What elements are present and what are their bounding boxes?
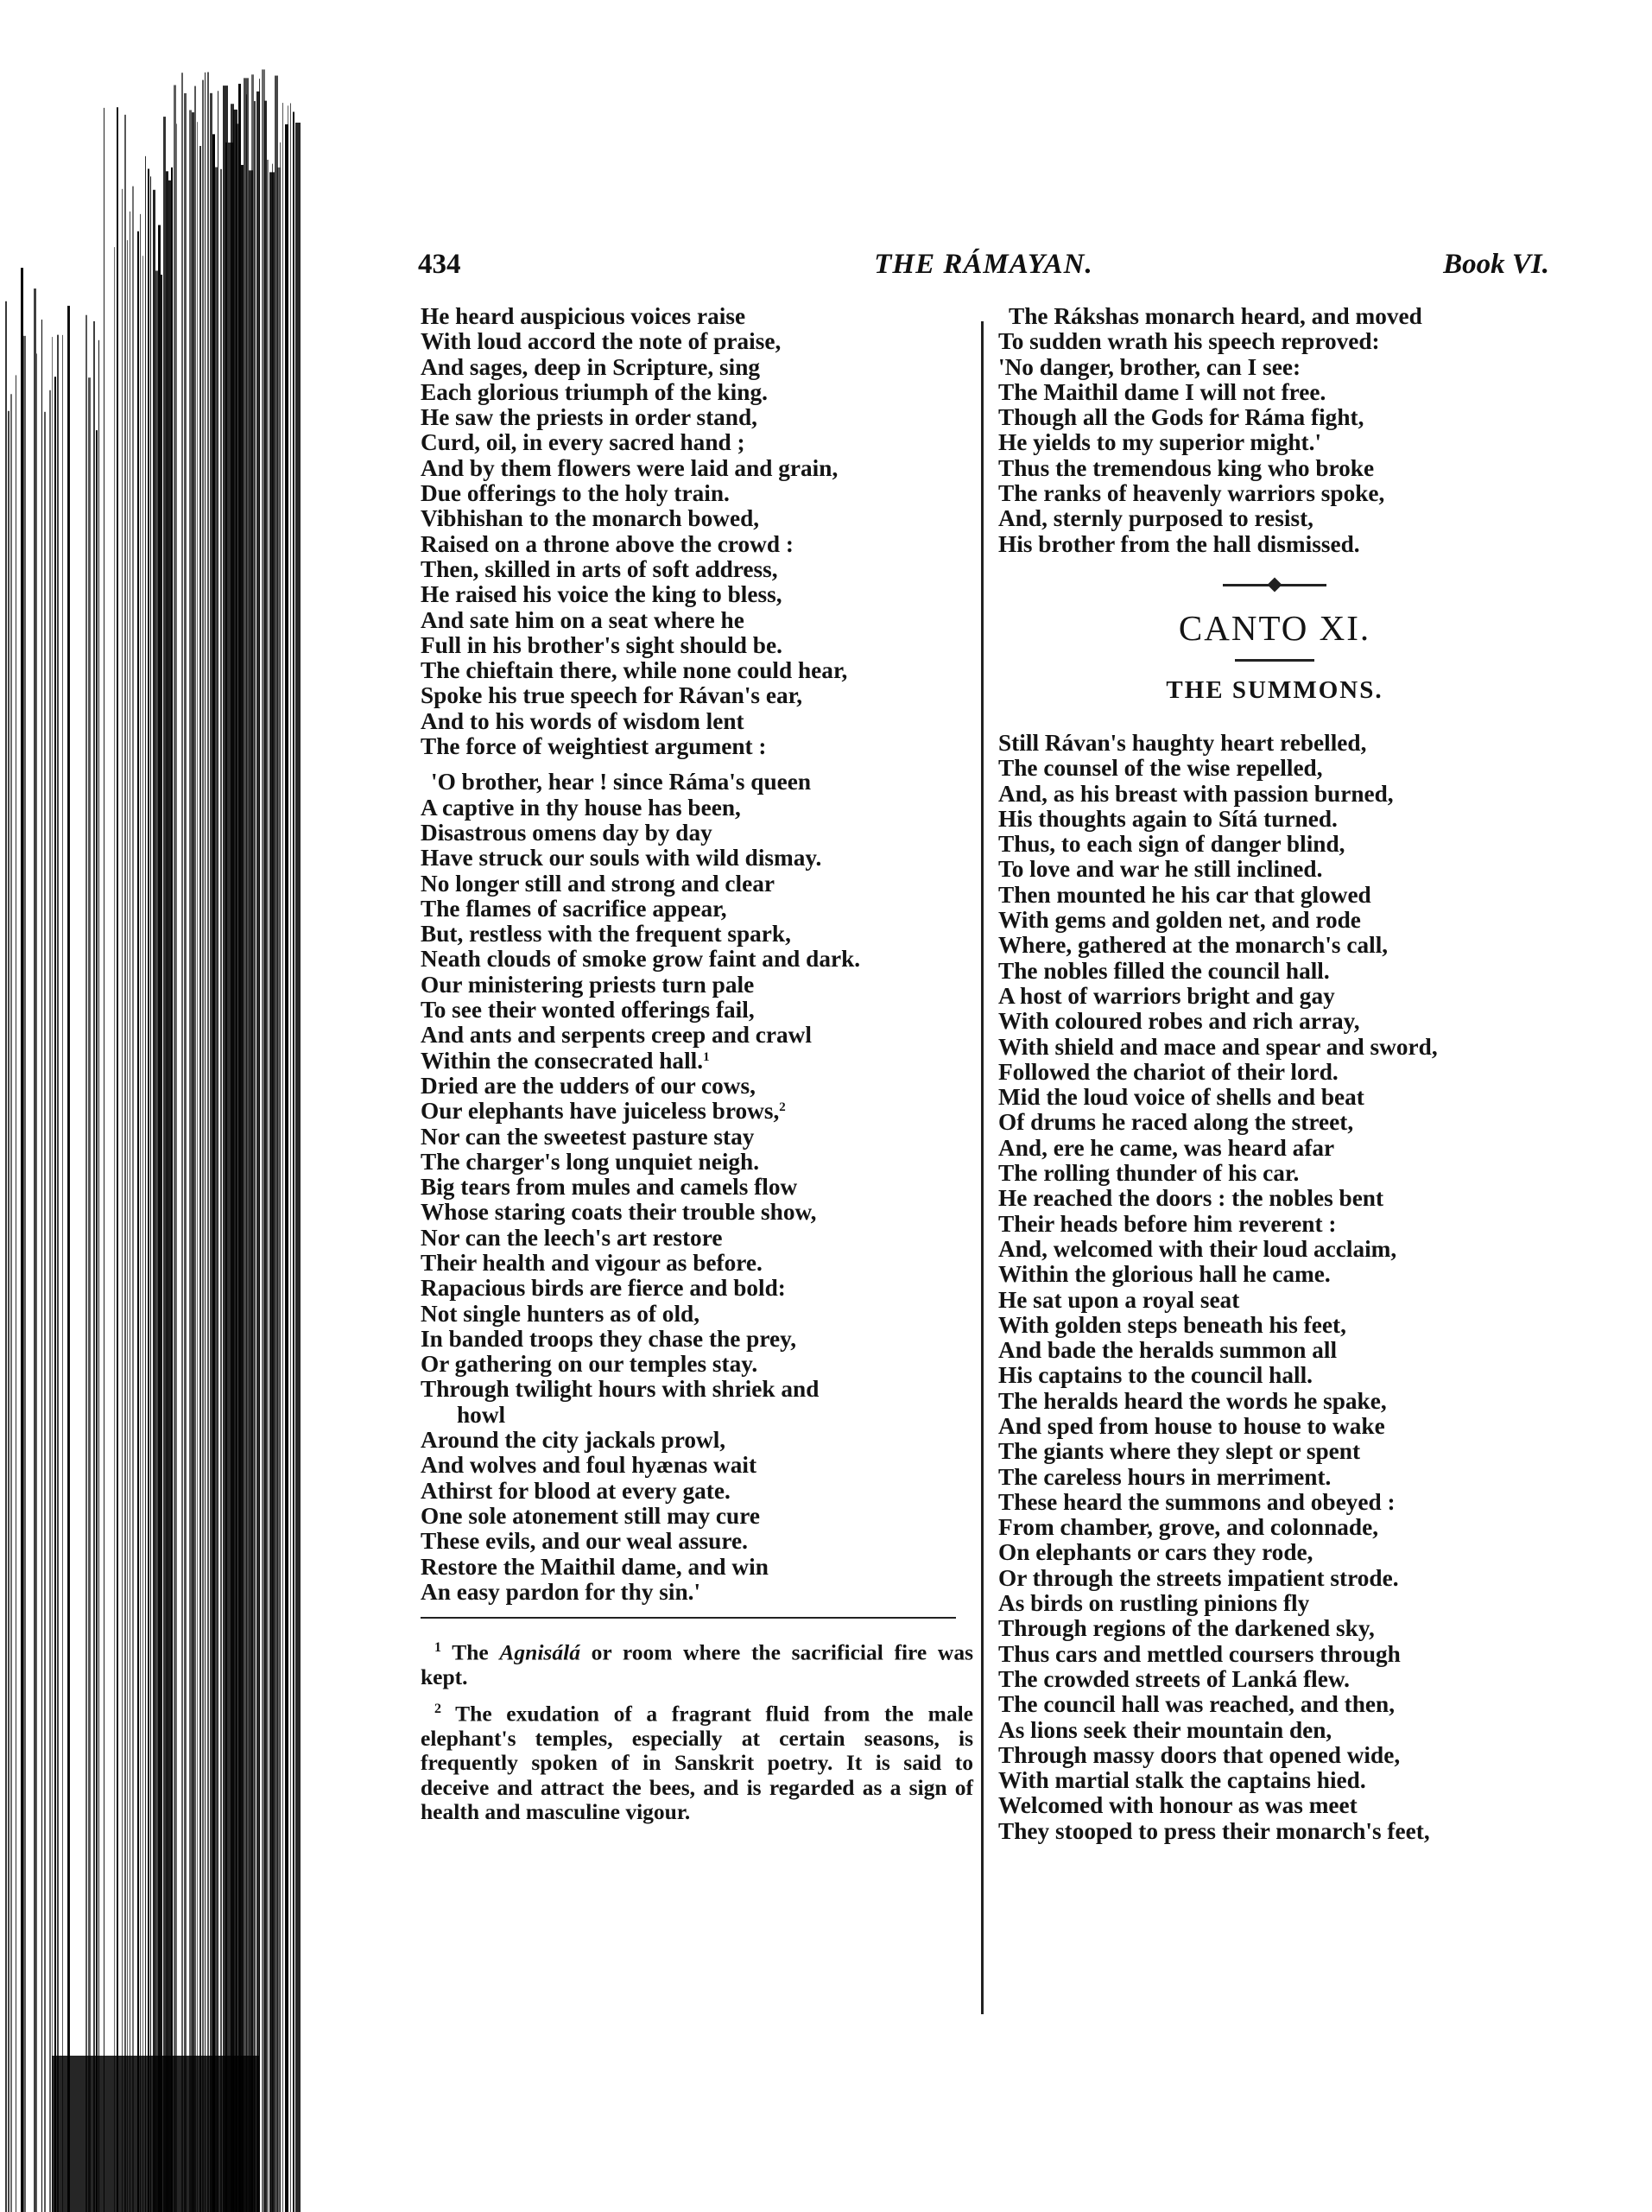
verse-line: Rapacious birds are fierce and bold: (421, 1275, 786, 1302)
verse-line: With coloured robes and rich array, (998, 1008, 1360, 1035)
scan-stripe (259, 79, 260, 2212)
scan-stripe (8, 411, 9, 2212)
verse-line: Thus cars and mettled coursers through (998, 1640, 1401, 1667)
verse-line: He yields to my superior might.' (998, 429, 1322, 456)
scan-stripe (210, 93, 212, 2212)
scan-stripe (54, 377, 56, 2212)
verse-line: A captive in thy house has been, (421, 794, 741, 821)
verse-line: Raised on a throne above the crowd : (421, 530, 794, 557)
scan-stripe (88, 377, 91, 2212)
verse-line: He reached the doors : the nobles bent (998, 1185, 1384, 1212)
verse-line: Vibhishan to the monarch bowed, (421, 505, 760, 532)
scan-stripe (184, 93, 187, 2212)
scan-stripe (192, 112, 194, 2212)
verse-line: Around the city jackals prowl, (421, 1427, 726, 1454)
scan-stripe (93, 321, 95, 2212)
verse-line: Disastrous omens day by day (421, 819, 712, 846)
verse-line: He raised his voice the king to bless, (421, 581, 782, 608)
scan-stripe (174, 85, 176, 2212)
scan-stripe (241, 165, 244, 2212)
stanza-plea (421, 1428, 973, 1605)
verse-line: And sages, deep in Scripture, sing (421, 353, 761, 380)
scan-dark-block (52, 2056, 259, 2212)
verse-line: As lions seek their mountain den, (998, 1716, 1332, 1743)
verse-line: Due offerings to the holy train. (421, 480, 730, 507)
verse-line: His thoughts again to Sítá turned. (998, 805, 1338, 832)
scan-stripe (212, 134, 215, 2212)
stanza-omens (421, 1125, 973, 1403)
verse-line: Through regions of the darkened sky, (998, 1615, 1375, 1642)
verse-line: The nobles filled the council hall. (998, 957, 1330, 984)
section-ornament (1223, 580, 1326, 590)
verse-line: Have struck our souls with wild dismay. (421, 845, 822, 871)
scan-stripe (199, 146, 201, 2212)
verse-line: On elephants or cars they rode, (998, 1539, 1313, 1566)
scan-stripe (197, 122, 198, 2212)
verse-line: Curd, oil, in every sacred hand ; (421, 429, 745, 456)
scan-stripe (5, 301, 7, 2212)
verse-line: And, welcomed with their loud acclaim, (998, 1235, 1397, 1262)
verse-line: Where, gathered at the monarch's call, (998, 932, 1389, 959)
scan-stripe (41, 320, 42, 2212)
footnote-mark: 1 (703, 1049, 710, 1064)
footnote-mark: 2 (779, 1100, 786, 1115)
verse-line: And by them flowers were laid and grain, (421, 454, 839, 481)
verse-line: Thus the tremendous king who broke (998, 454, 1375, 481)
verse-line: Spoke his true speech for Rávan's ear, (421, 682, 803, 709)
verse-line: Their health and vigour as before. (421, 1249, 763, 1276)
verse-line: To love and war he still inclined. (998, 856, 1323, 883)
footnote-term: Agnisálá (499, 1639, 580, 1665)
column-divider (981, 321, 984, 2014)
verse-line: Then, skilled in arts of soft address, (421, 555, 778, 582)
verse-line: Athirst for blood at every gate. (421, 1477, 731, 1504)
stanza-vibhishan-speech (421, 770, 973, 1048)
verse-line: And to his words of wisdom lent (421, 707, 744, 734)
verse-line: These heard the summons and obeyed : (998, 1488, 1396, 1515)
stanza-ravan-reply (998, 304, 1551, 557)
verse-line: They stooped to press their monarch's feet, (998, 1817, 1430, 1844)
scan-stripe (34, 288, 36, 2212)
scan-stripe (168, 181, 171, 2212)
verse-line: Still Rávan's haughty heart rebelled, (998, 729, 1367, 756)
scan-stripe (225, 143, 227, 2212)
scan-stripe (10, 394, 12, 2212)
scan-stripe (176, 124, 177, 2212)
scan-stripe (293, 112, 294, 2212)
scan-stripe (202, 80, 204, 2212)
scan-stripe (264, 101, 267, 2212)
scan-stripe (272, 164, 273, 2212)
scan-stripe (142, 256, 143, 2212)
footnote-mark: 2 (434, 1701, 441, 1716)
verse-line: Thus, to each sign of danger blind, (998, 831, 1345, 858)
scan-stripe (122, 189, 123, 2212)
scan-stripe (215, 168, 218, 2212)
canto-title: CANTO XI. (1178, 607, 1371, 648)
footnote-mark: 1 (434, 1640, 441, 1656)
verse-line: And sped from house to house to wake (998, 1412, 1385, 1439)
verse-line: Welcomed with honour as was meet (998, 1792, 1358, 1819)
scan-stripe (52, 337, 53, 2212)
verse-line: His brother from the hall dismissed. (998, 530, 1360, 557)
verse-line: The counsel of the wise repelled, (998, 755, 1323, 782)
verse-line: Through twilight hours with shriek and (421, 1376, 820, 1403)
verse-line: From chamber, grove, and colonnade, (998, 1514, 1379, 1541)
verse-line: To sudden wrath his speech reproved: (998, 328, 1380, 355)
verse-line: The flames of sacrifice appear, (421, 895, 727, 922)
verse-line: With golden steps beneath his feet, (998, 1311, 1346, 1338)
scan-stripe (155, 270, 158, 2212)
scan-stripe (98, 340, 99, 2212)
verse-line: Through massy doors that opened wide, (998, 1741, 1401, 1768)
scan-stripe (158, 225, 161, 2212)
scan-stripe (140, 214, 141, 2212)
verse-line: 'No danger, brother, can I see: (998, 353, 1301, 380)
verse-line: Though all the Gods for Ráma fight, (998, 404, 1364, 431)
verse-line: One sole atonement still may cure (421, 1502, 760, 1529)
scan-stripe (85, 315, 87, 2212)
verse-line: An easy pardon for thy sin.' (421, 1578, 701, 1605)
verse-line: Nor can the sweetest pasture stay (421, 1123, 755, 1150)
verse-line: Or through the streets impatient strode. (998, 1564, 1399, 1591)
scan-stripe (148, 168, 149, 2212)
verse-line: And ants and serpents creep and crawl (421, 1022, 812, 1049)
scan-stripe (153, 190, 155, 2212)
verse-line: Within the glorious hall he came. (998, 1261, 1331, 1288)
scan-stripe (171, 168, 173, 2212)
title-rule (1235, 659, 1314, 662)
scan-stripe (251, 74, 254, 2212)
verse-line: He sat upon a royal seat (998, 1286, 1240, 1313)
verse-line: And bade the heralds summon all (998, 1337, 1338, 1364)
scan-stripe (114, 247, 115, 2212)
verse-line: The charger's long unquiet neigh. (421, 1148, 760, 1175)
verse-line: He heard auspicious voices raise (421, 303, 746, 329)
verse-line: And, sternly purposed to resist, (998, 505, 1314, 532)
verse-line: The careless hours in merriment. (998, 1463, 1332, 1490)
scan-stripe (23, 336, 26, 2212)
footnote-2: $^2$ The exudation of a fragrant fluid from the male elephant's temples, especially at certain seasons, is frequently spoken of in Sanskrit poetry. It is said to deceive and attract the bees, and is regarded as a sign of health and masculine vigour. (421, 1701, 973, 1825)
page-header (418, 244, 1549, 287)
scan-stripe (238, 84, 241, 2212)
verse-line: Mid the loud voice of shells and beat (998, 1084, 1364, 1111)
scan-stripe (49, 390, 51, 2212)
stanza-vibhishan-enters (421, 304, 973, 759)
scan-stripe (246, 94, 247, 2212)
verse-line: Big tears from mules and camels flow (421, 1174, 798, 1201)
running-title: THE RÁMAYAN. (874, 249, 1093, 280)
verse-line: 'O brother, hear ! since Ráma's queen (431, 769, 812, 795)
verse-line: Then mounted he his car that glowed (998, 881, 1371, 908)
verse-line: With martial stalk the captains hied. (998, 1767, 1366, 1794)
book-label: Book VI. (1443, 249, 1549, 280)
verse-line: Our elephants have juiceless brows,$^2$ (421, 1098, 786, 1125)
verse-line: To see their wonted offerings fail, (421, 997, 755, 1024)
scan-stripe (205, 73, 206, 2212)
scan-stripe (150, 176, 151, 2212)
verse-line: No longer still and strong and clear (421, 870, 775, 897)
scan-stripe (96, 430, 98, 2212)
verse-line: Within the consecrated hall.$^1$ (421, 1047, 710, 1074)
verse-line: Whose staring coats their trouble show, (421, 1199, 817, 1226)
scan-stripe (220, 169, 222, 2212)
scan-stripe (254, 101, 256, 2212)
scan-stripe (67, 306, 70, 2212)
canto-subtitle: THE SUMMONS. (1166, 675, 1383, 704)
scan-gutter-artifact (0, 0, 311, 2212)
scan-stripe (194, 86, 196, 2212)
scan-stripe (44, 412, 46, 2212)
verse-line: A host of warriors bright and gay (998, 982, 1335, 1009)
scan-stripe (124, 115, 126, 2212)
scan-stripe (280, 143, 281, 2212)
scan-edge-stripes (0, 0, 311, 2212)
footnote-rule (421, 1617, 956, 1619)
left-column (421, 304, 973, 1832)
verse-line: He saw the priests in order stand, (421, 404, 757, 431)
verse-line: And wolves and foul hyænas wait (421, 1452, 757, 1479)
verse-line: With gems and golden net, and rode (998, 907, 1361, 934)
scan-stripe (181, 73, 183, 2212)
scan-stripe (290, 103, 291, 2212)
scan-stripe (36, 353, 37, 2212)
verse-line: And, as his breast with passion burned, (998, 780, 1394, 807)
verse-line: Not single hunters as of old, (421, 1300, 700, 1327)
verse-line: Or gathering on our temples stay. (421, 1351, 758, 1378)
verse-line: As birds on rustling pinions fly (998, 1590, 1310, 1617)
scan-stripe (295, 123, 301, 2212)
verse-line: Neath clouds of smoke grow faint and dark. (421, 946, 861, 973)
verse-line: The ranks of heavenly warriors spoke, (998, 480, 1385, 507)
verse-line: Each glorious triumph of the king. (421, 378, 768, 405)
verse-line: Full in his brother's sight should be. (421, 631, 782, 658)
scan-stripe (62, 335, 63, 2212)
verse-line: Followed the chariot of their lord. (998, 1058, 1339, 1085)
verse-line: Their heads before him reverent : (998, 1210, 1337, 1237)
verse-line: howl (457, 1401, 506, 1428)
right-column (998, 304, 1551, 1844)
page-number: 434 (418, 249, 461, 280)
verse-line: Dried are the udders of our cows, (421, 1072, 756, 1099)
scan-stripe (267, 160, 269, 2212)
verse-line: With shield and mace and spear and sword, (998, 1033, 1438, 1060)
scan-stripe (57, 335, 59, 2212)
scan-stripe (282, 103, 283, 2212)
verse-line: The Rákshas monarch heard, and moved (1009, 303, 1422, 329)
verse-line: And, ere he came, was heard afar (998, 1134, 1335, 1161)
verse-line: These evils, and our weal assure. (421, 1528, 748, 1555)
verse-line: The crowded streets of Lanká flew. (998, 1665, 1350, 1692)
verse-line: His captains to the council hall. (998, 1362, 1313, 1389)
verse-line: Of drums he raced along the street, (998, 1109, 1354, 1136)
scan-stripe (132, 187, 134, 2212)
verse-line: The heralds heard the words he spake, (998, 1387, 1387, 1414)
scan-stripe (117, 107, 118, 2212)
verse-line: The chieftain there, while none could hear, (421, 657, 848, 684)
scan-stripe (166, 171, 168, 2212)
verse-line: With loud accord the note of praise, (421, 328, 782, 355)
verse-line: The Maithil dame I will not free. (998, 378, 1326, 405)
verse-line: Restore the Maithil dame, and win (421, 1553, 769, 1580)
verse-line: Nor can the leech's art restore (421, 1224, 723, 1251)
scan-stripe (161, 275, 162, 2212)
scan-stripe (189, 110, 192, 2212)
stanza-summons (998, 731, 1551, 1844)
verse-line: The rolling thunder of his car. (998, 1160, 1300, 1187)
verse-line: The council hall was reached, and then, (998, 1691, 1396, 1718)
verse-line: And sate him on a seat where he (421, 606, 744, 633)
verse-line: In banded troops they chase the prey, (421, 1325, 797, 1352)
verse-line: Our ministering priests turn pale (421, 971, 755, 998)
scan-stripe (163, 117, 166, 2212)
scan-stripe (137, 231, 139, 2212)
scan-stripe (21, 268, 23, 2212)
verse-line: The force of weightiest argument : (421, 733, 767, 760)
scan-stripe (127, 240, 128, 2212)
footnote-1: $^1$ The Agnisálá or room where the sacrificial fire was kept. (421, 1639, 973, 1690)
verse-line: The giants where they slept or spent (998, 1438, 1361, 1465)
scan-stripe (207, 72, 209, 2212)
scan-stripe (145, 156, 146, 2212)
verse-line: But, restless with the frequent spark, (421, 921, 791, 948)
